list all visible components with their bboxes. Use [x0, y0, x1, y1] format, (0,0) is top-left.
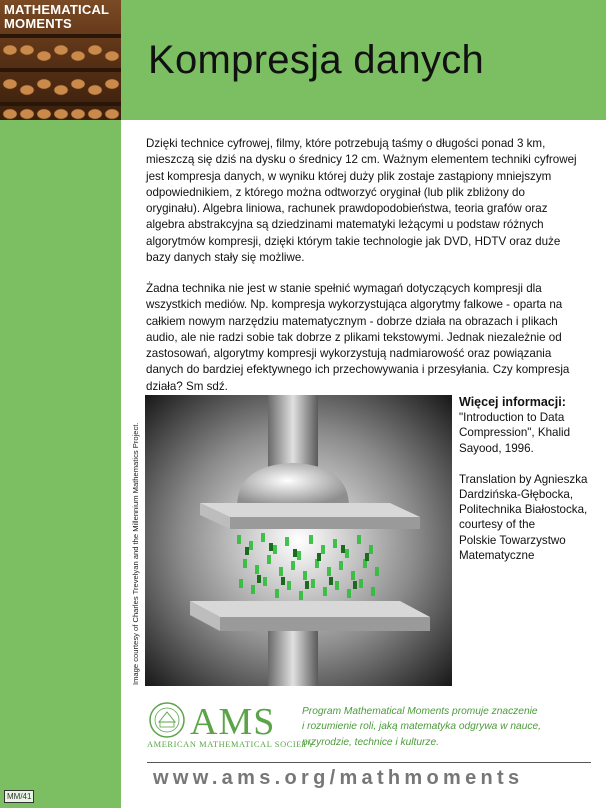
ams-logo-letters: AMS [190, 701, 276, 743]
promo-line: i rozumienie roli, jaką matematyka odgrywa w nauce, [302, 721, 541, 733]
footer-divider [147, 762, 591, 763]
reference-line: "Introduction to Data [459, 411, 565, 425]
text-line: działa? Sm sdź. [146, 379, 228, 393]
text-line: wszystkich mediów. Np. kompresja wykorzystująca algorytmy falkowe - oparta na [146, 298, 563, 312]
website-url[interactable]: www.ams.org/mathmoments [153, 767, 524, 789]
compression-press-illustration [145, 395, 452, 686]
text-line: mieszczą się dziś na dysku o średnicy 12 cm. Ważnym elementem techniki cyfrowej [146, 153, 577, 167]
intro-paragraph [146, 136, 596, 266]
badge-line-2: MOMENTS [4, 16, 72, 31]
spacer [459, 456, 601, 472]
translation-line: Polskie Towarzystwo [459, 533, 566, 547]
text-line: algorytmów kompresji, dzięki którym takie technologie jak DVD, HDTV oraz duże [146, 234, 561, 248]
page-id-label: MM/41 [4, 790, 34, 803]
text-line: jest kompresja danych, w wyniku której duży plik zostaje zastąpiony mniejszym [146, 169, 552, 183]
text-line: zastosowań, algorytmy kompresji wykorzystują nadmiarowość oraz powiązania [146, 347, 552, 361]
page-title: Kompresja danych [148, 38, 485, 82]
text-line: audio, ale nie radzi sobie tak dobrze z plikami tekstowymi. Jednak niezależnie od [146, 330, 562, 344]
more-info-heading: Więcej informacji: [459, 395, 566, 409]
text-line: Dzięki technice cyfrowej, filmy, które potrzebują taśmy o długości ponad 3 km, [146, 137, 546, 150]
translation-line: Translation by Agnieszka [459, 472, 588, 486]
translation-line: Matematyczne [459, 548, 535, 562]
badge-line-1: MATHEMATICAL [4, 2, 110, 17]
second-paragraph [146, 281, 596, 395]
promo-line: przyrodzie, technice i kulturze. [302, 736, 440, 748]
ams-full-name: AMERICAN MATHEMATICAL SOCIETY [147, 740, 315, 749]
text-line: całkiem nowym narzędziu matematycznym - dobrze działa na obrazach i plikach [146, 314, 558, 328]
reference-line: Sayood, 1996. [459, 441, 534, 455]
badge-title [4, 3, 109, 31]
translation-line: Dardzińska-Głębocka, [459, 488, 574, 502]
image-credit: Image courtesy of Charles Trevelyan and the Millennium Mathematics Project. [131, 422, 140, 685]
reference-line: Compression", Khalid [459, 426, 571, 440]
text-line: oryginału). Algebra liniowa, rachunek prawdopodobieństwa, teoria grafów oraz [146, 202, 548, 216]
text-line: danych do bardziej efektywnego ich przechowywania i przesyłania. Czy kompresja [146, 363, 570, 377]
left-sidebar-strip [0, 120, 121, 808]
text-line: bazy danych stały się możliwe. [146, 251, 305, 265]
program-description [302, 704, 602, 750]
text-line: odpowiednikiem, z którego można odtworzyć oryginał (lub plik zbliżony do [146, 185, 525, 199]
translation-line: courtesy of the [459, 518, 536, 532]
translation-line: Politechnika Białostocka, [459, 503, 588, 517]
mathematical-moments-badge [0, 0, 121, 120]
text-line: algebra abstrakcyjna są dziedzinami matematyki leżącymi u podstaw różnych [146, 218, 544, 232]
text-line: Żadna technika nie jest w stanie spełnić wymagań dotyczących kompresji dla [146, 282, 542, 295]
more-info-box [459, 395, 601, 563]
promo-line: Program Mathematical Moments promuje znaczenie [302, 706, 538, 717]
